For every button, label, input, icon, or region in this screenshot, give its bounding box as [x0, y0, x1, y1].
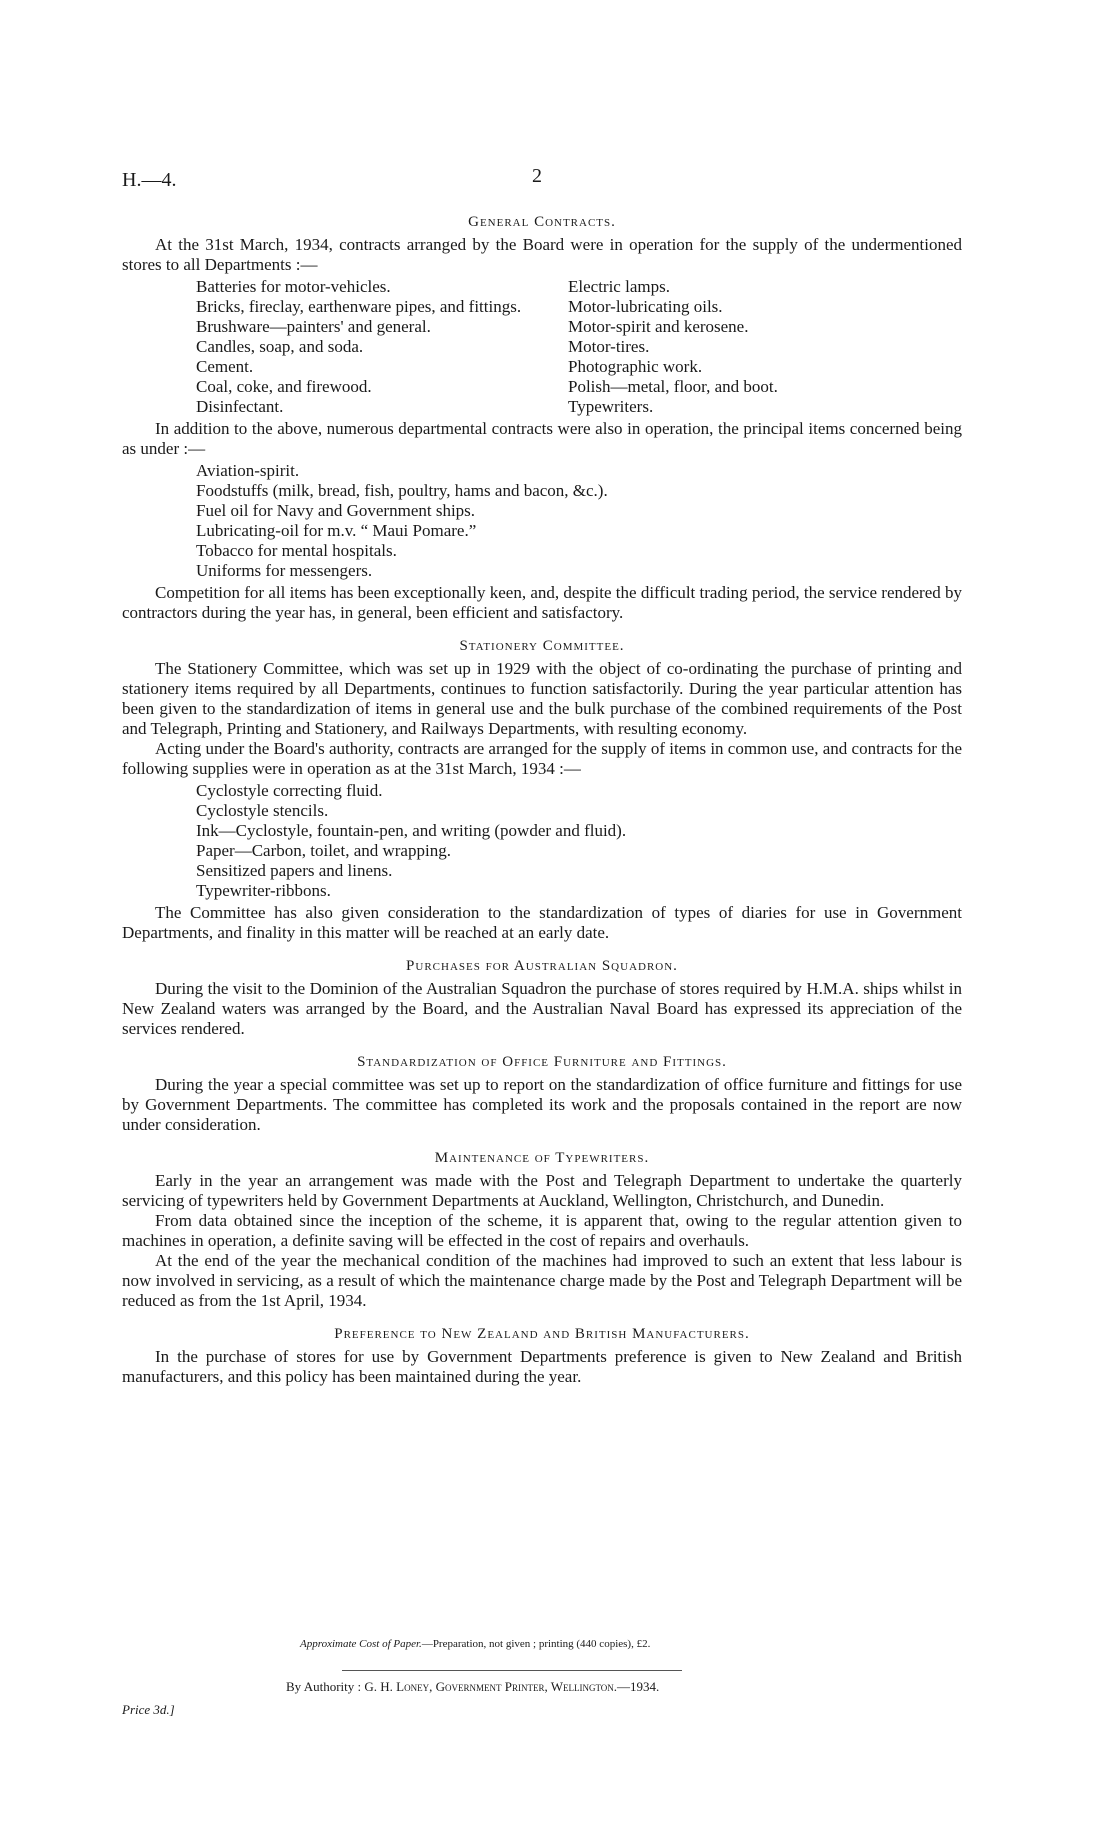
paragraph: Early in the year an arrangement was made with the Post and Telegraph Department to undertake the quarterly servicing of typewriters held by Government Departments at Auckland, Wellington, Christchurch, and Dunedin.: [122, 1171, 962, 1210]
list-item: Cement.: [196, 357, 254, 376]
list-item: Batteries for motor-vehicles.: [196, 277, 391, 296]
list-item: Motor-spirit and kerosene.: [568, 317, 749, 336]
section-heading-australian-squadron: Purchases for Australian Squadron.: [406, 958, 678, 974]
footer-divider: [342, 1670, 682, 1671]
list-item: Typewriters.: [568, 397, 654, 416]
cost-label: Approximate Cost of Paper.: [300, 1638, 422, 1650]
section-heading-preference: Preference to New Zealand and British Manufacturers.: [334, 1326, 750, 1342]
stores-list-right: [568, 277, 908, 417]
page-body: [122, 212, 962, 1387]
list-item: Typewriter-ribbons.: [196, 881, 331, 900]
paragraph: The Stationery Committee, which was set up in 1929 with the object of co-ordinating the purchase of printing and stationery items required by all Departments, continues to function satisfactorily. During the year particular attention has been given to the standardization of items in general use and the bulk purchase of the combined requirements of the Post and Telegraph, Printing and Stationery, and Railways Departments, with resulting economy.: [122, 659, 962, 738]
paragraph: During the visit to the Dominion of the Australian Squadron the purchase of stores required by H.M.A. ships whilst in New Zealand waters was arranged by the Board, and the Australian Naval Board has expressed its appreciation of the services rendered.: [122, 979, 962, 1038]
list-item: Paper—Carbon, toilet, and wrapping.: [196, 841, 451, 860]
paragraph: In addition to the above, numerous departmental contracts were also in operation, the principal items concerned being as under :—: [122, 419, 962, 458]
paragraph: The Committee has also given consideration to the standardization of types of diaries for use in Government Departments, and finality in this matter will be reached at an early date.: [122, 903, 962, 942]
authority-text: G. H. Loney, Government Printer, Wellington.—1934.: [364, 1679, 660, 1694]
list-item: Aviation-spirit.: [196, 461, 300, 480]
page-number: 2: [532, 165, 542, 187]
list-item: Ink—Cyclostyle, fountain-pen, and writing (powder and fluid).: [196, 821, 627, 840]
list-item: Cyclostyle stencils.: [196, 801, 329, 820]
list-item: Fuel oil for Navy and Government ships.: [196, 501, 476, 520]
list-item: Brushware—painters' and general.: [196, 317, 431, 336]
paragraph: Competition for all items has been exceptionally keen, and, despite the difficult trading period, the service rendered by contractors during the year has, in general, been efficient and satisfactory.: [122, 583, 962, 622]
list-item: Photographic work.: [568, 357, 703, 376]
departmental-contracts-list: [196, 461, 962, 581]
list-item: Bricks, fireclay, earthenware pipes, and fittings.: [196, 297, 522, 316]
section-heading-office-furniture: Standardization of Office Furniture and Fittings.: [357, 1054, 727, 1070]
page-header: [122, 165, 962, 194]
list-item: Cyclostyle correcting fluid.: [196, 781, 383, 800]
section-heading-typewriter-maintenance: Maintenance of Typewriters.: [434, 1150, 650, 1166]
list-item: Motor-tires.: [568, 337, 650, 356]
list-item: Foodstuffs (milk, bread, fish, poultry, hams and bacon, &c.).: [196, 481, 608, 500]
cost-of-paper-note: [300, 1634, 820, 1654]
printer-authority: [286, 1677, 659, 1697]
list-item: Coal, coke, and firewood.: [196, 377, 372, 396]
list-item: Electric lamps.: [568, 277, 670, 296]
section-heading-stationery-committee: Stationery Committee.: [459, 638, 625, 654]
paragraph: At the 31st March, 1934, contracts arranged by the Board were in operation for the supply of the undermentioned stores to all Departments :—: [122, 235, 962, 274]
price-label: Price 3d.]: [122, 1702, 175, 1717]
document-code: H.—4.: [122, 169, 177, 191]
list-item: Motor-lubricating oils.: [568, 297, 723, 316]
paragraph: During the year a special committee was set up to report on the standardization of office furniture and fittings for use by Government Departments. The committee has completed its work and the proposals contained in the report are now under consideration.: [122, 1075, 962, 1134]
paragraph: In the purchase of stores for use by Government Departments preference is given to New Zealand and British manufacturers, and this policy has been maintained during the year.: [122, 1347, 962, 1386]
stores-list: [196, 277, 962, 417]
list-item: Tobacco for mental hospitals.: [196, 541, 397, 560]
list-item: Polish—metal, floor, and boot.: [568, 377, 778, 396]
list-item: Sensitized papers and linens.: [196, 861, 393, 880]
cost-text: —Preparation, not given ; printing (440 copies), £2.: [421, 1638, 651, 1650]
paragraph: Acting under the Board's authority, contracts are arranged for the supply of items in common use, and contracts for the following supplies were in operation as at the 31st March, 1934 :—: [122, 739, 962, 778]
list-item: Uniforms for messengers.: [196, 561, 373, 580]
authority-prefix: By Authority :: [286, 1679, 362, 1694]
section-heading-general-contracts: General Contracts.: [468, 214, 616, 230]
paragraph: At the end of the year the mechanical condition of the machines had improved to such an extent that less labour is now involved in servicing, as a result of which the maintenance charge made by the Post and Telegraph Department will be reduced as from the 1st April, 1934.: [122, 1251, 962, 1310]
stores-list-left: [196, 277, 568, 417]
list-item: Lubricating-oil for m.v. “ Maui Pomare.”: [196, 521, 477, 540]
list-item: Candles, soap, and soda.: [196, 337, 364, 356]
paragraph: From data obtained since the inception of the scheme, it is apparent that, owing to the regular attention given to machines in operation, a definite saving will be effected in the cost of repairs and overhauls.: [122, 1211, 962, 1250]
stationery-supplies-list: [196, 781, 962, 901]
list-item: Disinfectant.: [196, 397, 284, 416]
